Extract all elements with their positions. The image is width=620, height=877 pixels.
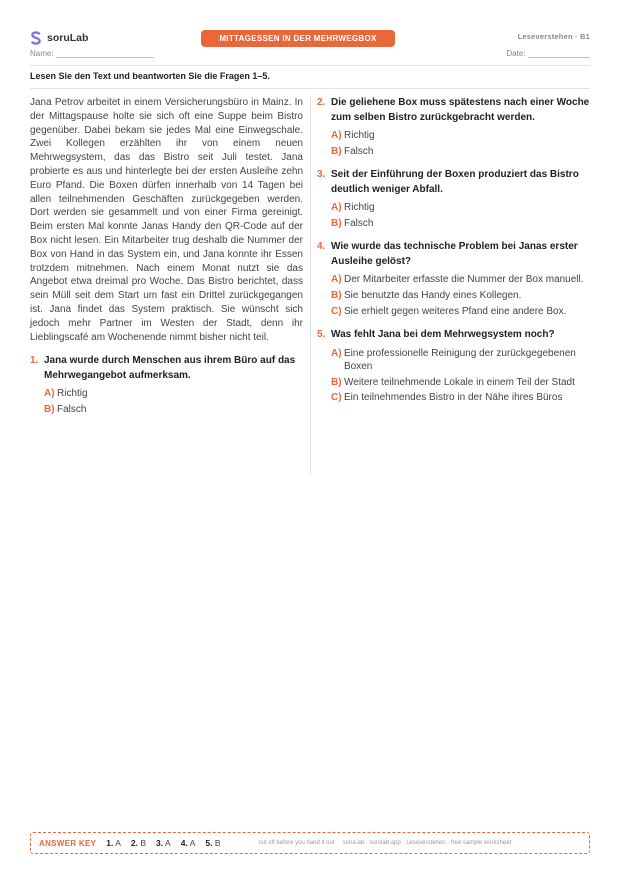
answer-option[interactable] (44, 403, 303, 417)
option-letter: A) (44, 388, 55, 400)
reading-passage: Jana Petrov arbeitet in einem Versicherungsbüro in Mainz. In der Mittagspause holte sie sich oft eine Suppe beim Bistro gegenüber. Dabei bekam sie jedes Mal eine Einwegschale. Zwei Kollegen erzählten ihr von einem neuen Mehrwegsystem, das das Bistro seit Juli testet. Jana probierte es aus und hinterlegte bei der ersten Ausleihe zehn Euro Pfand. Die Boxen dürfen innerhalb von 14 Tagen bei allen teilnehmenden Geschäften zurückgegeben werden. Dort werden sie gesammelt und von einer Firma gereinigt. Beim ersten Mal konnte Janas Handy den QR-Code auf der Box nicht lesen. Ein Mitarbeiter trug deshalb die Nummer der Box von Hand in das System ein, und Jana konnte ihr Essen trotzdem mitnehmen. Nach einem Monat nutzt sie das Angebot etwa dreimal pro Woche. Das Bistro berichtet, dass sein Müll seit dem Start um fast ein Drittel zurückgegangen ist. Jana findet das System praktisch. Sie wünscht sich jedoch mehr Partner im Westen der Stadt, denn ihr Lieblingscafé am Wochenende nimmt bisher nicht teil. (30, 97, 303, 343)
worksheet-level: Leseverstehen · B1 (517, 32, 590, 41)
answer-key-item (131, 838, 146, 848)
answer-option[interactable] (44, 387, 303, 401)
option-letter: B) (331, 376, 342, 388)
option-letter: B) (44, 403, 55, 415)
question-5 (317, 328, 590, 405)
instruction-divider (30, 88, 590, 89)
answer-key-strip (30, 832, 590, 854)
question-text: Seit der Einführung der Boxen produziert das Bistro deutlich weniger Abfall. (331, 169, 579, 195)
answer-option[interactable] (331, 305, 590, 319)
answer-option[interactable] (331, 273, 590, 287)
sorulab-logo-icon (30, 31, 42, 45)
answer-option[interactable] (331, 145, 590, 159)
answer-option[interactable] (331, 391, 590, 405)
question-1 (30, 354, 303, 416)
answer-option[interactable] (331, 129, 590, 143)
option-text: Ein teilnehmendes Bistro in der Nähe ihres Büros (344, 392, 563, 404)
answer-key-item (205, 838, 220, 848)
answer-key-answer: A (165, 838, 171, 848)
answer-key-item (106, 838, 121, 848)
answer-option[interactable] (331, 376, 590, 390)
option-letter: A) (331, 347, 342, 359)
option-letter: B) (331, 217, 342, 229)
option-text: Der Mitarbeiter erfasste die Nummer der Box manuell. (344, 274, 584, 286)
option-text: Falsch (57, 403, 87, 415)
answer-key-answer: B (140, 838, 147, 848)
answer-key-number: 5. (205, 838, 213, 848)
question-text: Die geliehene Box muss spätestens nach einer Woche zum selben Bistro zurückgebracht werden. (331, 97, 590, 123)
option-text: Richtig (57, 388, 88, 400)
option-text: Richtig (344, 130, 375, 141)
question-3 (317, 168, 590, 230)
brand-logo (30, 31, 88, 45)
option-letter: A) (331, 202, 342, 214)
option-letter: C) (331, 392, 342, 404)
left-column (30, 96, 303, 419)
answer-key-answer: B (214, 838, 221, 848)
option-letter: B) (331, 145, 342, 157)
option-text: Eine professionelle Reinigung der zurückgegebenen Boxen (344, 347, 576, 373)
question-text: Wie wurde das technische Problem bei Janas erster Ausleihe gelöst? (331, 241, 578, 267)
instruction-text: Lesen Sie den Text und beantworten Sie die Fragen 1–5. (30, 71, 270, 81)
column-divider (310, 96, 311, 474)
question-text: Was fehlt Jana bei dem Mehrwegsystem noch? (331, 329, 555, 341)
answer-key-number: 2. (130, 838, 138, 848)
option-text: Falsch (344, 145, 374, 157)
worksheet-header (30, 28, 590, 64)
name-field: Name: ______________________ (30, 49, 154, 58)
answer-option[interactable] (331, 201, 590, 215)
question-number: 2. (317, 97, 326, 108)
answer-option[interactable] (331, 289, 590, 303)
option-letter: A) (331, 274, 342, 286)
answer-key-items (106, 838, 230, 848)
option-text: Sie benutzte das Handy eines Kollegen. (344, 289, 522, 301)
question-number: 4. (317, 241, 326, 253)
question-text: Jana wurde durch Menschen aus ihrem Büro auf das Mehrwegangebot aufmerksam. (44, 355, 296, 381)
answer-key-number: 1. (106, 838, 114, 848)
answer-option[interactable] (331, 347, 590, 374)
header-divider (30, 65, 590, 66)
footer-credits: soruLab · sorulab.app · Leseverstehen · free sample worksheet (342, 840, 512, 846)
answer-option[interactable] (331, 217, 590, 231)
option-letter: A) (331, 130, 342, 141)
answer-key-number: 4. (180, 838, 188, 848)
question-number: 1. (30, 355, 39, 367)
option-text: Weitere teilnehmende Lokale in einem Teil der Stadt (344, 376, 575, 388)
option-letter: B) (331, 289, 342, 301)
answer-key-label: ANSWER KEY (39, 838, 97, 848)
answer-key-number: 3. (156, 838, 164, 848)
question-number: 3. (317, 169, 326, 181)
right-column (317, 96, 590, 407)
question-4 (317, 240, 590, 318)
option-text: Sie erhielt gegen weiteres Pfand eine andere Box. (344, 305, 567, 317)
question-2 (317, 96, 590, 158)
question-number: 5. (317, 329, 326, 341)
answer-key-answer: A (189, 838, 196, 848)
answer-key-item (156, 838, 171, 848)
answer-key-answer: A (115, 838, 121, 848)
answer-key-item (181, 838, 196, 848)
date-field: Date: ______________ (506, 49, 590, 58)
option-text: Richtig (344, 202, 375, 214)
option-text: Falsch (344, 217, 374, 229)
brand-name: soruLab (47, 32, 89, 44)
cut-off-note: cut off before you hand it out (258, 840, 335, 846)
worksheet-title: MITTAGESSEN IN DER MEHRWEGBOX (201, 30, 395, 47)
option-letter: C) (331, 305, 342, 317)
